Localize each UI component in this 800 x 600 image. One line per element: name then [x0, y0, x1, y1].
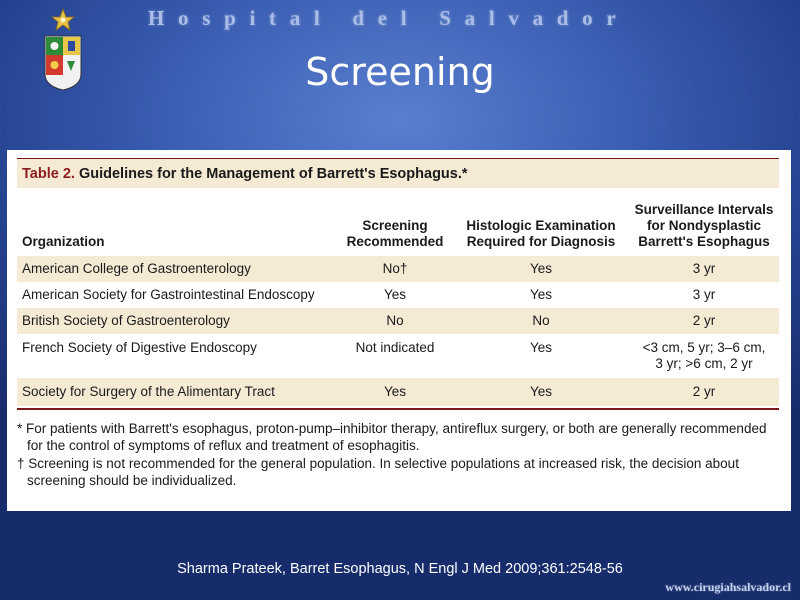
cell-surveillance: <3 cm, 5 yr; 3–6 cm, 3 yr; >6 cm, 2 yr [642, 340, 766, 371]
table-footnote: † Screening is not recommended for the general population. In selective populations at increased risk, the decision about screening should be individualized. [17, 456, 739, 488]
slide-title: Screening [305, 50, 495, 94]
cell-histologic: No [532, 313, 550, 328]
cell-screening: Yes [383, 384, 407, 399]
cell-surveillance: 3 yr [692, 261, 716, 276]
table-caption-text: Guidelines for the Management of Barrett's Esophagus.* [78, 166, 468, 182]
cell-surveillance: 2 yr [692, 313, 716, 328]
cell-histologic: Yes [529, 261, 553, 276]
cell-surveillance: 2 yr [692, 384, 716, 399]
table-row [17, 256, 779, 282]
table-footnote: * For patients with Barrett's esophagus, proton-pump–inhibitor therapy, antireflux surgery, or both are generally recommended for the control of symptoms of reflux and treatment of esophagitis. [17, 421, 767, 453]
table-caption [17, 158, 779, 188]
cell-organization: French Society of Digestive Endoscopy [22, 340, 257, 355]
column-header-histologic: Histologic Examination Required for Diagnosis [466, 218, 616, 249]
column-header-surveillance: Surveillance Intervals for Nondysplastic Barrett's Esophagus [634, 202, 774, 249]
table-row [17, 308, 779, 334]
table-row [17, 334, 779, 378]
cell-screening: No† [382, 261, 408, 276]
cell-organization: American Society for Gastrointestinal Endoscopy [22, 287, 315, 302]
table-row [17, 378, 779, 406]
institution-name: Hospital del Salvador [148, 6, 630, 30]
cell-histologic: Yes [529, 287, 553, 302]
table-row [17, 282, 779, 308]
guidelines-table [7, 150, 791, 511]
cell-organization: Society for Surgery of the Alimentary Tract [22, 384, 275, 399]
cell-histologic: Yes [529, 384, 553, 399]
cell-screening: Not indicated [355, 340, 435, 355]
cell-organization: British Society of Gastroenterology [22, 313, 230, 328]
website-url: www.cirugiahsalvador.cl [665, 580, 791, 594]
cell-screening: No [386, 313, 404, 328]
citation: Sharma Prateek, Barret Esophagus, N Engl J Med 2009;361:2548-56 [177, 561, 623, 577]
cell-histologic: Yes [529, 340, 553, 355]
column-header-screening: Screening Recommended [346, 218, 444, 249]
table-number: Table 2. [22, 166, 75, 182]
column-header-organization: Organization [22, 234, 105, 249]
cell-organization: American College of Gastroenterology [22, 261, 251, 276]
cell-surveillance: 3 yr [692, 287, 716, 302]
cell-screening: Yes [383, 287, 407, 302]
footnote-divider [17, 408, 779, 410]
